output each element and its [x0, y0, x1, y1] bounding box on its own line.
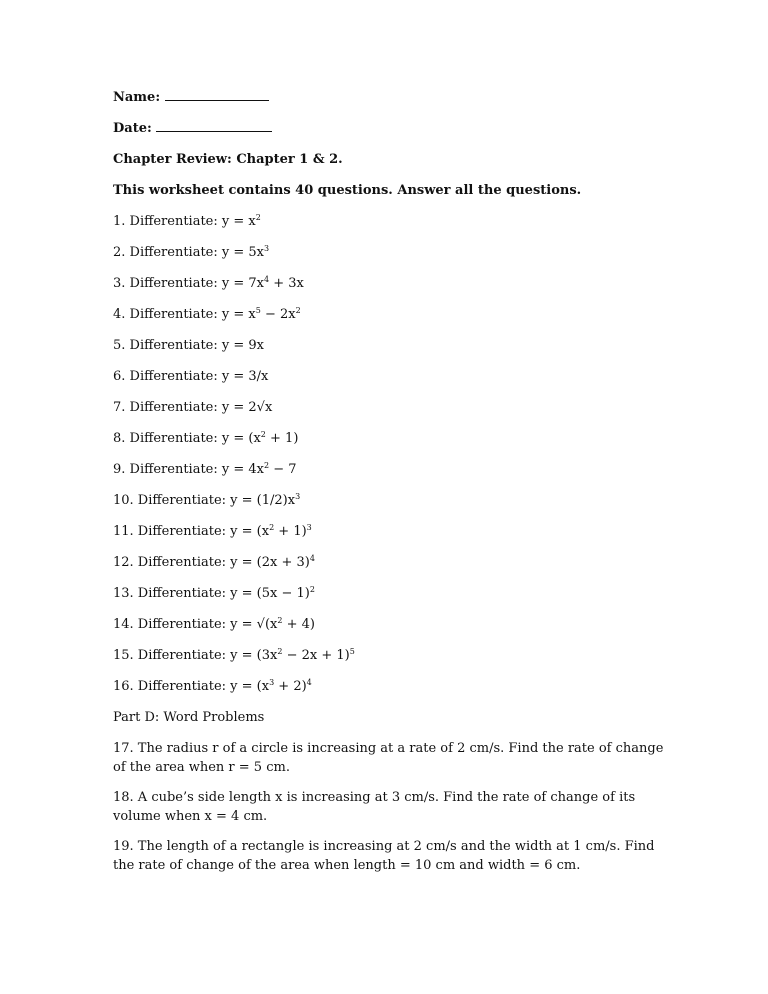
question-4	[113, 305, 673, 324]
question-text-suffix: + 3x	[269, 276, 304, 291]
question-8	[113, 429, 673, 448]
question-3	[113, 274, 673, 293]
question-6	[113, 367, 673, 386]
chapter-title: Chapter Review: Chapter 1 & 2.	[113, 152, 343, 167]
exponent: 3	[306, 523, 312, 532]
exponent: 3	[264, 244, 270, 253]
question-text: 4. Differentiate: y = x	[113, 307, 256, 322]
question-text-middle: − 2x	[260, 307, 296, 322]
date-label: Date:	[113, 121, 152, 136]
exponent: 2	[260, 430, 266, 439]
question-16	[113, 677, 673, 696]
question-text: 12. Differentiate: y = (2x + 3)	[113, 555, 310, 570]
question-text-suffix: + 1)	[265, 431, 299, 446]
exponent: 4	[306, 678, 312, 687]
question-text: 6. Differentiate: y = 3/x	[113, 369, 269, 384]
question-text: 9. Differentiate: y = 4x	[113, 462, 264, 477]
question-text-middle: + 1)	[274, 524, 307, 539]
question-7	[113, 398, 673, 417]
exponent: 4	[309, 554, 315, 563]
exponent: 2	[277, 647, 283, 656]
question-15	[113, 646, 673, 665]
worksheet-content	[113, 88, 673, 886]
question-text: 3. Differentiate: y = 7x	[113, 276, 264, 291]
word-problem-17: 17. The radius r of a circle is increasing at a rate of 2 cm/s. Find the rate of change of the area when r = 5 cm.	[113, 741, 664, 775]
question-text: 16. Differentiate: y = (x	[113, 679, 270, 694]
date-blank[interactable]	[156, 119, 272, 132]
question-text: 2. Differentiate: y = 5x	[113, 245, 264, 260]
instructions: This worksheet contains 40 questions. Answer all the questions.	[113, 183, 582, 198]
part-d-heading: Part D: Word Problems	[113, 710, 265, 725]
date-line	[113, 119, 673, 138]
exponent: 2	[255, 213, 261, 222]
question-text: 14. Differentiate: y = √(x	[113, 617, 278, 632]
exponent: 3	[269, 678, 275, 687]
question-text-suffix: + 4)	[282, 617, 315, 632]
question-2	[113, 243, 673, 262]
question-5	[113, 336, 673, 355]
exponent: 5	[255, 306, 261, 315]
question-text: 1. Differentiate: y = x	[113, 214, 256, 229]
word-problem-18: 18. A cube’s side length x is increasing at 3 cm/s. Find the rate of change of its volume when x = 4 cm.	[113, 790, 636, 824]
question-text-suffix: − 7	[269, 462, 297, 477]
question-text-middle: − 2x + 1)	[282, 648, 350, 663]
exponent: 3	[295, 492, 301, 501]
question-9	[113, 460, 673, 479]
question-1	[113, 212, 673, 231]
question-text: 8. Differentiate: y = (x	[113, 431, 261, 446]
question-10	[113, 491, 673, 510]
exponent: 2	[295, 306, 301, 315]
question-text: 10. Differentiate: y = (1/2)x	[113, 493, 296, 508]
exponent: 2	[277, 616, 283, 625]
question-14	[113, 615, 673, 634]
exponent: 4	[264, 275, 270, 284]
name-label: Name:	[113, 90, 161, 105]
question-11	[113, 522, 673, 541]
name-blank[interactable]	[165, 88, 269, 101]
question-12	[113, 553, 673, 572]
question-text: 5. Differentiate: y = 9x	[113, 338, 264, 353]
exponent: 5	[349, 647, 355, 656]
question-text: 11. Differentiate: y = (x	[113, 524, 270, 539]
exponent: 2	[269, 523, 275, 532]
question-text: 15. Differentiate: y = (3x	[113, 648, 278, 663]
word-problem-19: 19. The length of a rectangle is increasing at 2 cm/s and the width at 1 cm/s. Find the rate of change of the area when length = 10 cm and width = 6 cm.	[113, 839, 655, 873]
exponent: 2	[264, 461, 270, 470]
question-13	[113, 584, 673, 603]
question-text: 7. Differentiate: y = 2√x	[113, 400, 273, 415]
question-text-middle: + 2)	[274, 679, 307, 694]
name-line	[113, 88, 673, 107]
exponent: 2	[309, 585, 315, 594]
question-text: 13. Differentiate: y = (5x − 1)	[113, 586, 310, 601]
